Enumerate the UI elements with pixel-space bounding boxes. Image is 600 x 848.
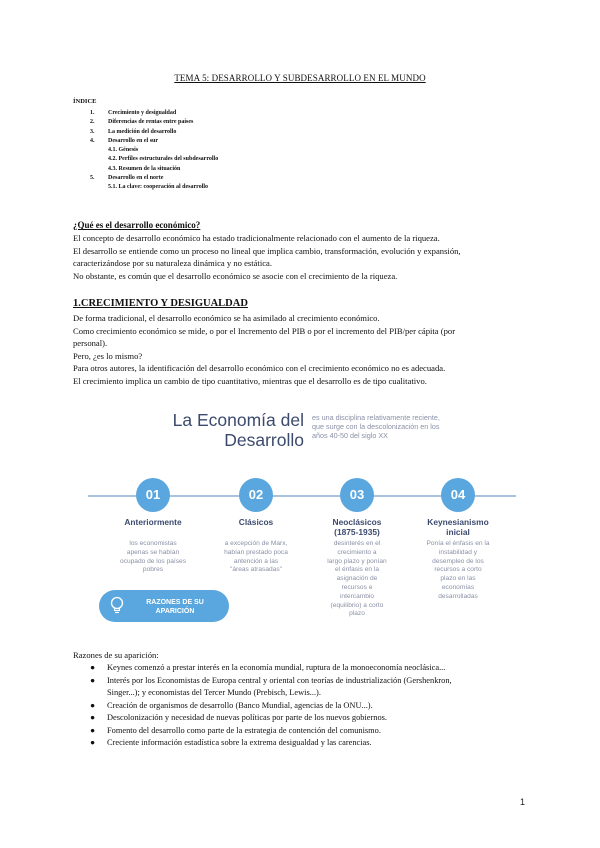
infographic-subtitle: es una disciplina relativamente reciente, que surge con la descolonización en los años 40-50 del siglo XX xyxy=(312,413,440,440)
section-q-paragraph xyxy=(73,232,533,282)
step-01-badge: 01 xyxy=(136,478,170,512)
paragraph-line: Como crecimiento económico se mide, o por el Incremento del PIB o por el incremento del PIB/per cápita (por xyxy=(73,325,456,336)
index-item: 3. La medición del desarrollo xyxy=(90,128,177,135)
list-item: ● Creación de organismos de desarrollo (Banco Mundial, agencias de la ONU...). xyxy=(90,700,373,710)
list-item: ● Fomento del desarrollo como parte de la estrategia de contención del comunismo. xyxy=(90,725,381,735)
paragraph-line: El concepto de desarrollo económico ha estado tradicionalmente relacionado con el aumento de la riqueza. xyxy=(73,233,440,243)
index-label: ÍNDICE xyxy=(73,98,97,105)
list-item: ● Interés por los Economistas de Europa central y oriental con teorías de industrialización (Gershenkron, Singer...); y economistas del Tercer Mundo (Prebisch, Lewis...). xyxy=(90,675,452,697)
index-item: 1. Crecimiento y desigualdad xyxy=(90,110,177,116)
page-title: TEMA 5: DESARROLLO Y SUBDESARROLLO EN EL MUNDO xyxy=(174,73,426,83)
step-04-title: Keynesianismo inicial xyxy=(427,517,489,537)
reasons-pill-label: RAZONES DE SU APARICIÓN xyxy=(146,599,204,615)
reasons-list xyxy=(90,662,535,750)
index-item: 2. Diferencias de rentas entre países xyxy=(90,119,194,126)
infographic-title: La Economía del Desarrollo xyxy=(172,410,304,450)
paragraph-line: El desarrollo se entiende como un proceso no lineal que implica cambio, transformación, evolución y expansión, xyxy=(73,245,461,256)
paragraph-line: El crecimiento implica un cambio de tipo cuantitativo, mientras que el desarrollo es de tipo cualitativo. xyxy=(73,375,427,386)
section-heading-question: ¿Qué es el desarrollo económico? xyxy=(73,220,201,230)
step-01-description: los economistas apenas se habían ocupado de los países pobres xyxy=(120,540,186,574)
reasons-label: Razones de su aparición: xyxy=(73,650,159,660)
step-02-badge: 02 xyxy=(239,478,273,512)
page-number: 1 xyxy=(520,797,526,807)
step-02-title: Clásicos xyxy=(238,517,274,527)
index-subitem: 5.1. La clave: cooperación al desarrollo xyxy=(108,184,209,191)
index-item: 4. Desarrollo en el sur xyxy=(90,137,159,144)
step-03-badge: 03 xyxy=(340,478,374,512)
list-item: ● Keynes comenzó a prestar interés en la economía mundial, ruptura de la monoeconomía neoclásica... xyxy=(90,663,446,672)
section-1-paragraph xyxy=(73,312,533,388)
lightbulb-icon xyxy=(109,596,125,616)
paragraph-line: Pero, ¿es lo mismo? xyxy=(73,350,143,361)
paragraph-line: personal). xyxy=(73,338,108,349)
list-item: ● Descolonización y necesidad de nuevas políticas por parte de los nuevos gobiernos. xyxy=(90,713,388,722)
step-02-description: a excepción de Marx, habían prestado poca antención a las "áreas atrasadas" xyxy=(224,540,288,574)
index-list xyxy=(90,109,390,193)
index-item: 5. Desarrollo en el norte xyxy=(90,175,164,182)
paragraph-line: De forma tradicional, el desarrollo económico se ha asimilado al crecimiento económico. xyxy=(73,313,380,323)
step-03-description: desinterés en el crecimiento a largo plazo y ponían el énfasis en la asignación de recursos e intercambio (equilibrio) a corto plazo xyxy=(327,540,387,618)
paragraph-line: No obstante, es común que el desarrollo económico se asocie con el crecimiento de la riqueza. xyxy=(73,270,398,281)
step-04-badge: 04 xyxy=(441,478,475,512)
paragraph-line: caracterizándose por su naturaleza dinámica y no estática. xyxy=(73,258,272,269)
index-subitem: 4.3. Resumen de la situación xyxy=(108,165,181,172)
index-subitem: 4.2. Perfiles estructurales del subdesarrollo xyxy=(108,156,219,163)
step-01-title: Anteriormente xyxy=(124,517,182,527)
step-03-title: Neoclásicos (1875-1935) xyxy=(332,517,382,537)
list-item: ● Creciente información estadística sobre la extrema desigualdad y las carencias. xyxy=(90,738,372,747)
section-heading-1: 1.CRECIMIENTO Y DESIGUALDAD xyxy=(73,298,248,309)
index-subitem: 4.1. Génesis xyxy=(108,147,139,154)
step-04-description: Ponía el énfasis en la instabilidad y desempleo de los recursos a corto plazo en las economías desarrolladas xyxy=(426,540,490,600)
paragraph-line: Para otros autores, la identificación del desarrollo económico con el crecimiento económico no es adecuada. xyxy=(73,363,446,374)
